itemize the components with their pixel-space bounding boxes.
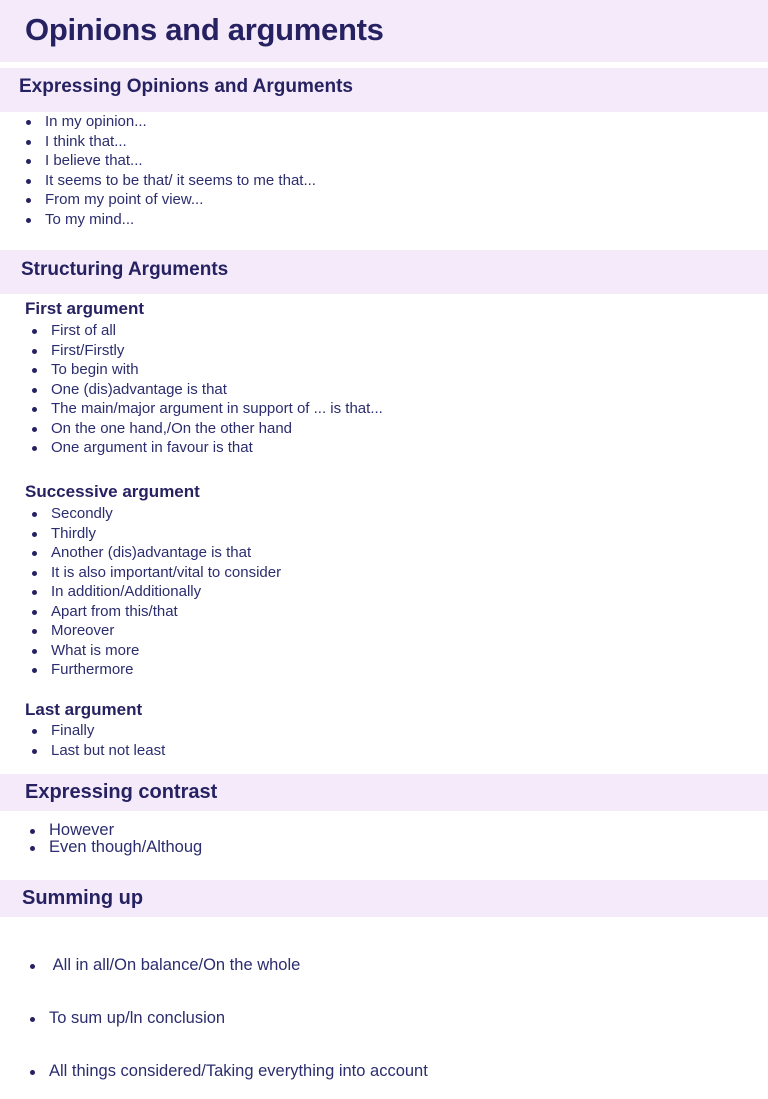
list-item: Furthermore (51, 660, 281, 680)
list-item: To my mind... (45, 210, 316, 230)
list-item: It seems to be that/ it seems to me that... (45, 171, 316, 189)
list-item: Finally (51, 721, 165, 741)
list-item: Secondly (51, 504, 281, 524)
first-argument-heading: First argument (25, 299, 145, 318)
list-item: Moreover (51, 621, 281, 641)
list-item: One argument in favour is that (51, 438, 383, 458)
list-item: Another (dis)advantage is that (51, 543, 281, 563)
list-item: It is also important/vital to consider (51, 563, 282, 581)
first-argument-list (51, 321, 383, 458)
contrast-list (49, 822, 202, 856)
list-item: Apart from this/that (51, 602, 281, 622)
last-argument-heading: Last argument (25, 700, 143, 719)
opinions-heading: Expressing Opinions and Arguments (19, 76, 353, 97)
last-argument-list (51, 721, 165, 760)
contrast-heading: Expressing contrast (25, 781, 218, 803)
list-item: I believe that... (45, 151, 316, 171)
list-item: First/Firstly (51, 341, 383, 361)
list-item: From my point of view... (45, 190, 316, 210)
page-title: Opinions and arguments (25, 12, 384, 47)
list-item: First of all (51, 321, 383, 341)
list-item: In my opinion... (45, 112, 316, 132)
summing-heading: Summing up (22, 887, 144, 909)
list-item: In addition/Additionally (51, 582, 281, 602)
opinions-list (45, 112, 316, 229)
list-item: On the one hand,/On the other hand (51, 419, 383, 439)
successive-argument-list (51, 504, 281, 680)
list-item: All things considered/Taking everything into account (49, 1062, 428, 1081)
list-item: All in all/On balance/On the whole (49, 957, 428, 974)
list-item: Thirdly (51, 524, 281, 544)
list-item: One (dis)advantage is that (51, 380, 383, 400)
summing-list (49, 921, 428, 1099)
structuring-heading: Structuring Arguments (21, 259, 229, 280)
list-item: To begin with (51, 360, 383, 380)
list-item: What is more (51, 641, 281, 661)
successive-argument-heading: Successive argument (25, 482, 200, 501)
list-item: The main/major argument in support of ... is that... (51, 400, 383, 417)
list-item: Last but not least (51, 741, 166, 759)
list-item: Even though/Althoug (49, 838, 203, 857)
list-item: To sum up/ln conclusion (49, 1010, 428, 1027)
list-item: However (49, 822, 202, 839)
list-item: I think that... (45, 132, 316, 152)
